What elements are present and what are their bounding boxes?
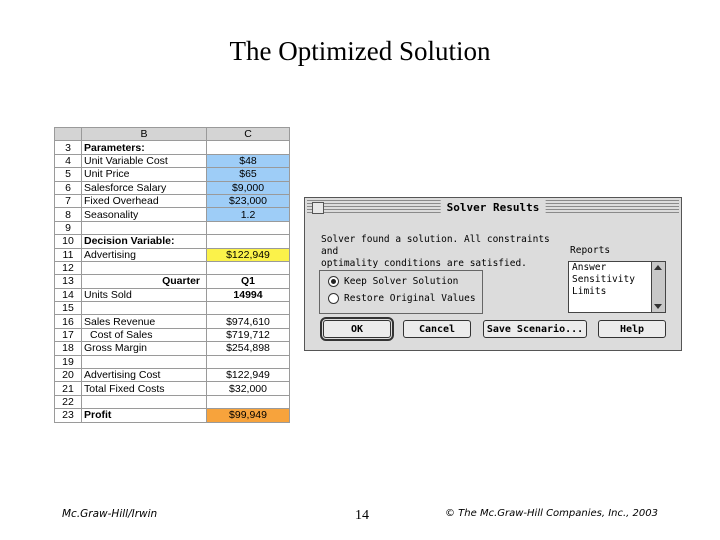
reports-label: Reports xyxy=(570,245,611,256)
radio-unselected-icon[interactable] xyxy=(328,293,339,304)
reports-scrollbar[interactable] xyxy=(651,262,665,312)
cell-value[interactable]: $122,949 xyxy=(207,248,290,261)
cell-label[interactable]: Parameters: xyxy=(82,141,207,154)
cell-label[interactable] xyxy=(82,221,207,234)
cell-value[interactable]: $23,000 xyxy=(207,194,290,207)
column-header-c[interactable]: C xyxy=(207,128,290,141)
restore-values-radio[interactable] xyxy=(328,293,476,304)
cell-label[interactable] xyxy=(82,355,207,368)
row-number[interactable]: 11 xyxy=(55,248,82,261)
row-number[interactable]: 20 xyxy=(55,369,82,382)
cell-label[interactable]: Seasonality xyxy=(82,208,207,221)
help-button[interactable]: Help xyxy=(598,320,666,338)
scroll-down-arrow-icon[interactable] xyxy=(654,304,662,309)
keep-solution-radio[interactable] xyxy=(328,276,458,287)
cell-value[interactable]: $65 xyxy=(207,168,290,181)
cell-label[interactable]: Cost of Sales xyxy=(82,328,207,341)
cell-label[interactable]: Profit xyxy=(82,409,207,422)
table-row xyxy=(55,141,290,154)
cell-value[interactable] xyxy=(207,355,290,368)
row-number[interactable]: 22 xyxy=(55,395,82,408)
cell-value[interactable]: $48 xyxy=(207,154,290,167)
save-scenario-button[interactable]: Save Scenario... xyxy=(483,320,587,338)
row-number[interactable]: 15 xyxy=(55,302,82,315)
cell-value[interactable] xyxy=(207,141,290,154)
page-number: 14 xyxy=(355,508,369,523)
cell-label[interactable]: Advertising Cost xyxy=(82,369,207,382)
corner-cell[interactable] xyxy=(55,128,82,141)
cell-label[interactable] xyxy=(82,261,207,274)
cell-label[interactable]: Quarter xyxy=(82,275,207,288)
column-header-row xyxy=(55,128,290,141)
table-row xyxy=(55,275,290,288)
table-row xyxy=(55,369,290,382)
cell-value[interactable]: $122,949 xyxy=(207,369,290,382)
table-row xyxy=(55,168,290,181)
column-header-b[interactable]: B xyxy=(82,128,207,141)
row-number[interactable]: 14 xyxy=(55,288,82,301)
table-row xyxy=(55,288,290,301)
cell-value[interactable]: $719,712 xyxy=(207,328,290,341)
dialog-message xyxy=(321,234,551,270)
row-number[interactable]: 5 xyxy=(55,168,82,181)
table-row xyxy=(55,248,290,261)
dialog-title: Solver Results xyxy=(441,200,546,215)
slide-title: The Optimized Solution xyxy=(229,36,491,66)
cell-label[interactable]: Units Sold xyxy=(82,288,207,301)
report-item-answer[interactable]: Answer xyxy=(572,262,607,273)
table-row xyxy=(55,328,290,341)
message-line-1: Solver found a solution. All constraints and xyxy=(321,234,550,257)
table-row xyxy=(55,221,290,234)
row-number[interactable]: 4 xyxy=(55,154,82,167)
cell-label[interactable]: Unit Price xyxy=(82,168,207,181)
table-row xyxy=(55,409,290,422)
row-number[interactable]: 23 xyxy=(55,409,82,422)
cell-value[interactable]: Q1 xyxy=(207,275,290,288)
cell-value[interactable] xyxy=(207,221,290,234)
cell-value[interactable]: $974,610 xyxy=(207,315,290,328)
row-number[interactable]: 16 xyxy=(55,315,82,328)
ok-button[interactable]: OK xyxy=(323,320,391,338)
radio-selected-icon[interactable] xyxy=(328,276,339,287)
row-number[interactable]: 13 xyxy=(55,275,82,288)
cell-value[interactable] xyxy=(207,261,290,274)
cell-value[interactable]: $32,000 xyxy=(207,382,290,395)
table-row xyxy=(55,181,290,194)
dialog-titlebar[interactable] xyxy=(307,200,679,215)
row-number[interactable]: 7 xyxy=(55,194,82,207)
cell-label[interactable]: Total Fixed Costs xyxy=(82,382,207,395)
solution-options-group xyxy=(319,270,483,314)
cell-value[interactable]: 1.2 xyxy=(207,208,290,221)
table-row xyxy=(55,315,290,328)
cell-label[interactable] xyxy=(82,395,207,408)
table-row xyxy=(55,235,290,248)
table-row xyxy=(55,395,290,408)
cell-label[interactable]: Gross Margin xyxy=(82,342,207,355)
row-number[interactable]: 8 xyxy=(55,208,82,221)
row-number[interactable]: 3 xyxy=(55,141,82,154)
cell-value[interactable] xyxy=(207,302,290,315)
footer-copyright: © The Mc.Graw-Hill Companies, Inc., 2003 xyxy=(445,508,658,519)
cell-label[interactable]: Sales Revenue xyxy=(82,315,207,328)
row-number[interactable]: 12 xyxy=(55,261,82,274)
table-row xyxy=(55,154,290,167)
reports-listbox[interactable] xyxy=(568,261,666,313)
row-number[interactable]: 9 xyxy=(55,221,82,234)
report-item-sensitivity[interactable]: Sensitivity xyxy=(572,274,635,285)
keep-solution-label: Keep Solver Solution xyxy=(344,276,459,287)
cell-label[interactable]: Salesforce Salary xyxy=(82,181,207,194)
row-number[interactable]: 10 xyxy=(55,235,82,248)
cell-label[interactable]: Fixed Overhead xyxy=(82,194,207,207)
spreadsheet xyxy=(54,127,290,423)
row-number[interactable]: 6 xyxy=(55,181,82,194)
cell-label[interactable] xyxy=(82,302,207,315)
cell-value[interactable]: $99,949 xyxy=(207,409,290,422)
report-item-limits[interactable]: Limits xyxy=(572,286,607,297)
message-line-2: optimality conditions are satisfied. xyxy=(321,258,527,269)
table-row xyxy=(55,208,290,221)
restore-values-label: Restore Original Values xyxy=(344,293,476,304)
cell-value[interactable]: 14994 xyxy=(207,288,290,301)
cancel-button[interactable]: Cancel xyxy=(403,320,471,338)
cell-label[interactable]: Unit Variable Cost xyxy=(82,154,207,167)
cell-value[interactable] xyxy=(207,235,290,248)
cell-value[interactable] xyxy=(207,395,290,408)
close-box-icon[interactable] xyxy=(312,202,324,214)
solver-results-dialog xyxy=(304,197,682,351)
row-number[interactable]: 17 xyxy=(55,328,82,341)
cell-label[interactable]: Advertising xyxy=(82,248,207,261)
footer-publisher: Mc.Graw-Hill/Irwin xyxy=(62,508,158,520)
table-row xyxy=(55,382,290,395)
cell-value[interactable]: $254,898 xyxy=(207,342,290,355)
scroll-up-arrow-icon[interactable] xyxy=(654,265,662,270)
table-row xyxy=(55,261,290,274)
table-row xyxy=(55,194,290,207)
table-row xyxy=(55,342,290,355)
table-row xyxy=(55,355,290,368)
table-row xyxy=(55,302,290,315)
row-number[interactable]: 21 xyxy=(55,382,82,395)
cell-value[interactable]: $9,000 xyxy=(207,181,290,194)
cell-label[interactable]: Decision Variable: xyxy=(82,235,207,248)
row-number[interactable]: 19 xyxy=(55,355,82,368)
row-number[interactable]: 18 xyxy=(55,342,82,355)
